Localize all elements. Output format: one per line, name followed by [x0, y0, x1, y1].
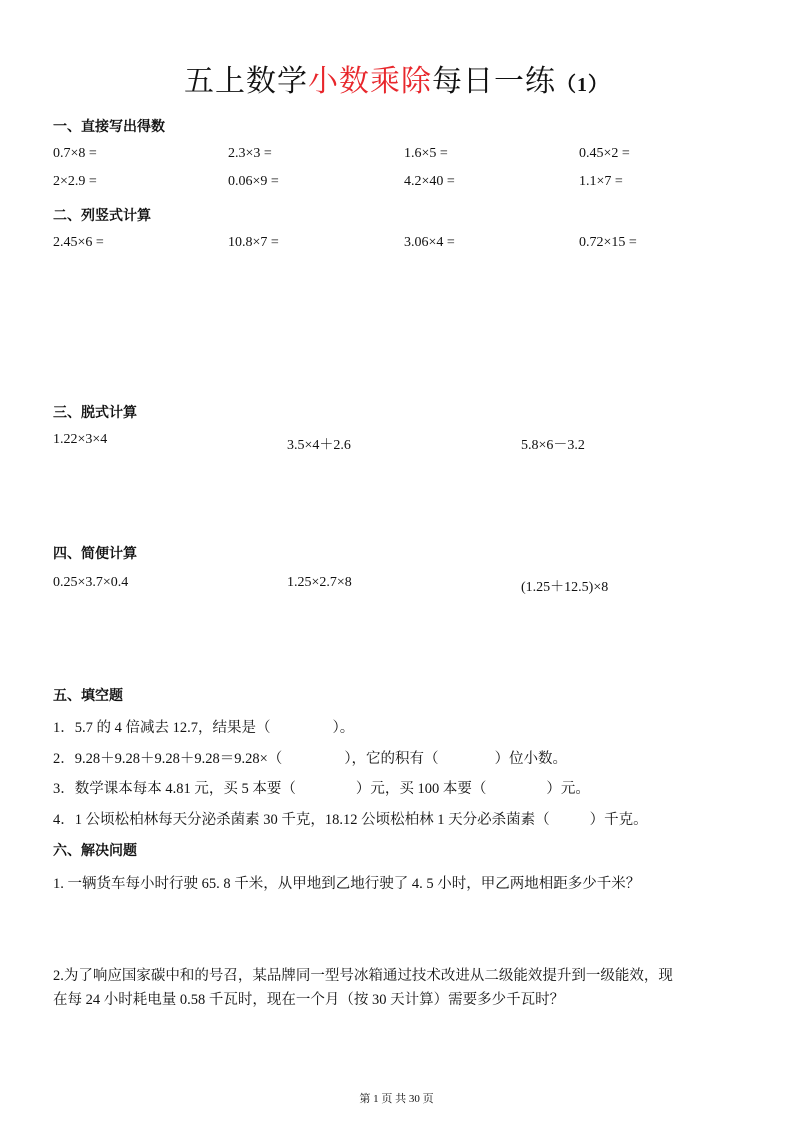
- problem-item: 2×2.9 =: [53, 174, 97, 189]
- title-number: （1）: [556, 74, 609, 96]
- problem-item: 1.6×5 =: [404, 146, 448, 161]
- section-3-heading: 三、脱式计算: [53, 405, 137, 421]
- problem-item: 1.1×7 =: [579, 174, 623, 189]
- problem-item: 0.7×8 =: [53, 146, 97, 161]
- section-6-heading: 六、解决问题: [53, 843, 137, 859]
- problem-item: 0.45×2 =: [579, 146, 630, 161]
- section-1-heading: 一、直接写出得数: [53, 119, 165, 135]
- title-part-3: 每日一练: [432, 65, 556, 98]
- problem-item: 5.8×6－3.2: [521, 438, 585, 453]
- fill-question-3: 3．数学课本每本 4.81 元，买 5 本要（ ）元，买 100 本要（ ）元。: [53, 781, 590, 797]
- word-problem-2-line-2: 在每 24 小时耗电量 0.58 千瓦时，现在一个月（按 30 天计算）需要多少千瓦时？: [53, 992, 565, 1008]
- problem-item: 3.06×4 =: [404, 235, 455, 250]
- fill-question-1: 1．5.7 的 4 倍减去 12.7，结果是（ ）。: [53, 720, 355, 736]
- problem-item: 3.5×4＋2.6: [287, 438, 351, 453]
- section-5-heading: 五、填空题: [53, 688, 123, 704]
- problem-item: 2.45×6 =: [53, 235, 104, 250]
- title-part-1: 五上数学: [184, 65, 308, 98]
- word-problem-1: 1. 一辆货车每小时行驶 65. 8 千米，从甲地到乙地行驶了 4. 5 小时，甲乙两地相距多少千米？: [53, 876, 641, 892]
- page-title: [0, 56, 793, 100]
- problem-item: 10.8×7 =: [228, 235, 279, 250]
- section-4-heading: 四、简便计算: [53, 546, 137, 562]
- problem-item: 0.06×9 =: [228, 174, 279, 189]
- problem-item: 4.2×40 =: [404, 174, 455, 189]
- title-highlight: 小数乘除: [308, 65, 432, 98]
- problem-item: 1.25×2.7×8: [287, 575, 352, 590]
- page-number: 第 1 页 共 30 页: [359, 1093, 434, 1105]
- problem-item: (1.25＋12.5)×8: [521, 580, 609, 595]
- word-problem-2-line-1: 2.为了响应国家碳中和的号召，某品牌同一型号冰箱通过技术改进从二级能效提升到一级能效，现: [53, 968, 673, 984]
- section-2-heading: 二、列竖式计算: [53, 208, 151, 224]
- problem-item: 0.72×15 =: [579, 235, 637, 250]
- problem-item: 2.3×3 =: [228, 146, 272, 161]
- fill-question-4: 4．1 公顷松柏林每天分泌杀菌素 30 千克，18.12 公顷松柏林 1 天分必杀菌素（ ）千克。: [53, 812, 648, 828]
- problem-item: 1.22×3×4: [53, 432, 108, 447]
- problem-item: 0.25×3.7×0.4: [53, 575, 129, 590]
- fill-question-2: 2．9.28＋9.28＋9.28＋9.28＝9.28×（ ），它的积有（ ）位小数。: [53, 751, 568, 767]
